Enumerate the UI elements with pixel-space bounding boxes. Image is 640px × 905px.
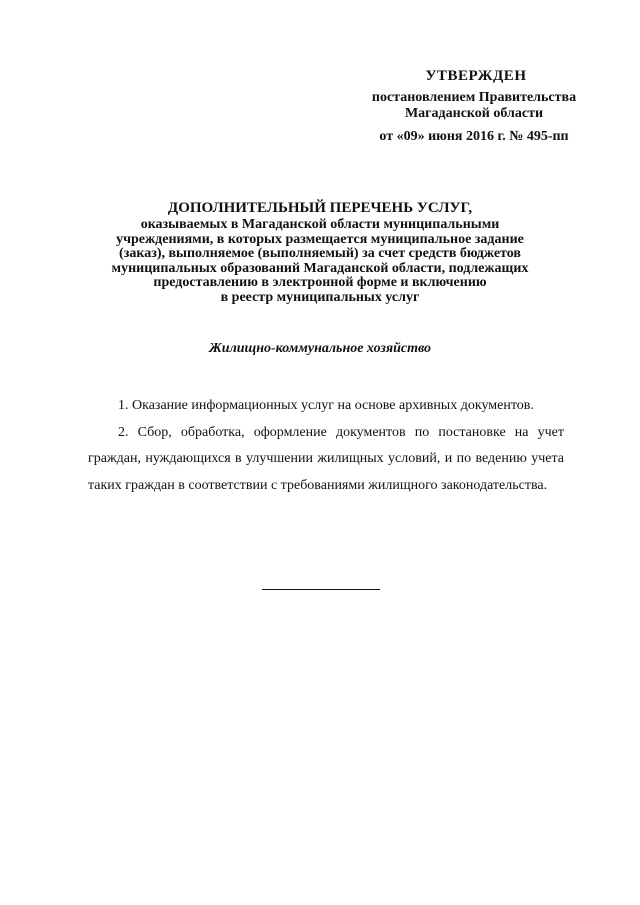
service-item: 2. Сбор, обработка, оформление документов по постановке на учет граждан, нуждающихся в улучшении жилищных условий, и по ведению учета таких граждан в соответствии с требованиями жилищного законодательства. bbox=[88, 424, 564, 493]
service-item: 1. Оказание информационных услуг на основе архивных документов. bbox=[118, 398, 534, 413]
document-title-block bbox=[90, 200, 550, 306]
service-list bbox=[88, 393, 564, 499]
subtitle-line: оказываемых в Магаданской области муниципальными bbox=[140, 217, 500, 232]
subtitle-line: учреждениями, в которых размещается муниципальное задание bbox=[116, 231, 524, 247]
section-heading: Жилищно-коммунальное хозяйство bbox=[208, 341, 432, 356]
subtitle-line: предоставлению в электронной форме и включению bbox=[153, 275, 487, 291]
decree-date: от «09» июня 2016 г. № 495-пп bbox=[379, 129, 569, 144]
document-subtitle bbox=[90, 218, 550, 306]
subtitle-line: в реестр муниципальных услуг bbox=[220, 289, 420, 305]
decree-line-2: Магаданской области bbox=[404, 106, 544, 121]
end-divider bbox=[262, 589, 380, 590]
document-title: ДОПОЛНИТЕЛЬНЫЙ ПЕРЕЧЕНЬ УСЛУГ, bbox=[167, 200, 473, 216]
decree-line-1: постановлением Правительства bbox=[371, 90, 577, 105]
approved-label: УТВЕРЖДЕН bbox=[425, 68, 527, 84]
subtitle-line: (заказ), выполняемое (выполняемый) за счет средств бюджетов bbox=[119, 246, 521, 262]
approval-stamp bbox=[330, 68, 600, 145]
subtitle-line: муниципальных образований Магаданской области, подлежащих bbox=[111, 260, 529, 276]
